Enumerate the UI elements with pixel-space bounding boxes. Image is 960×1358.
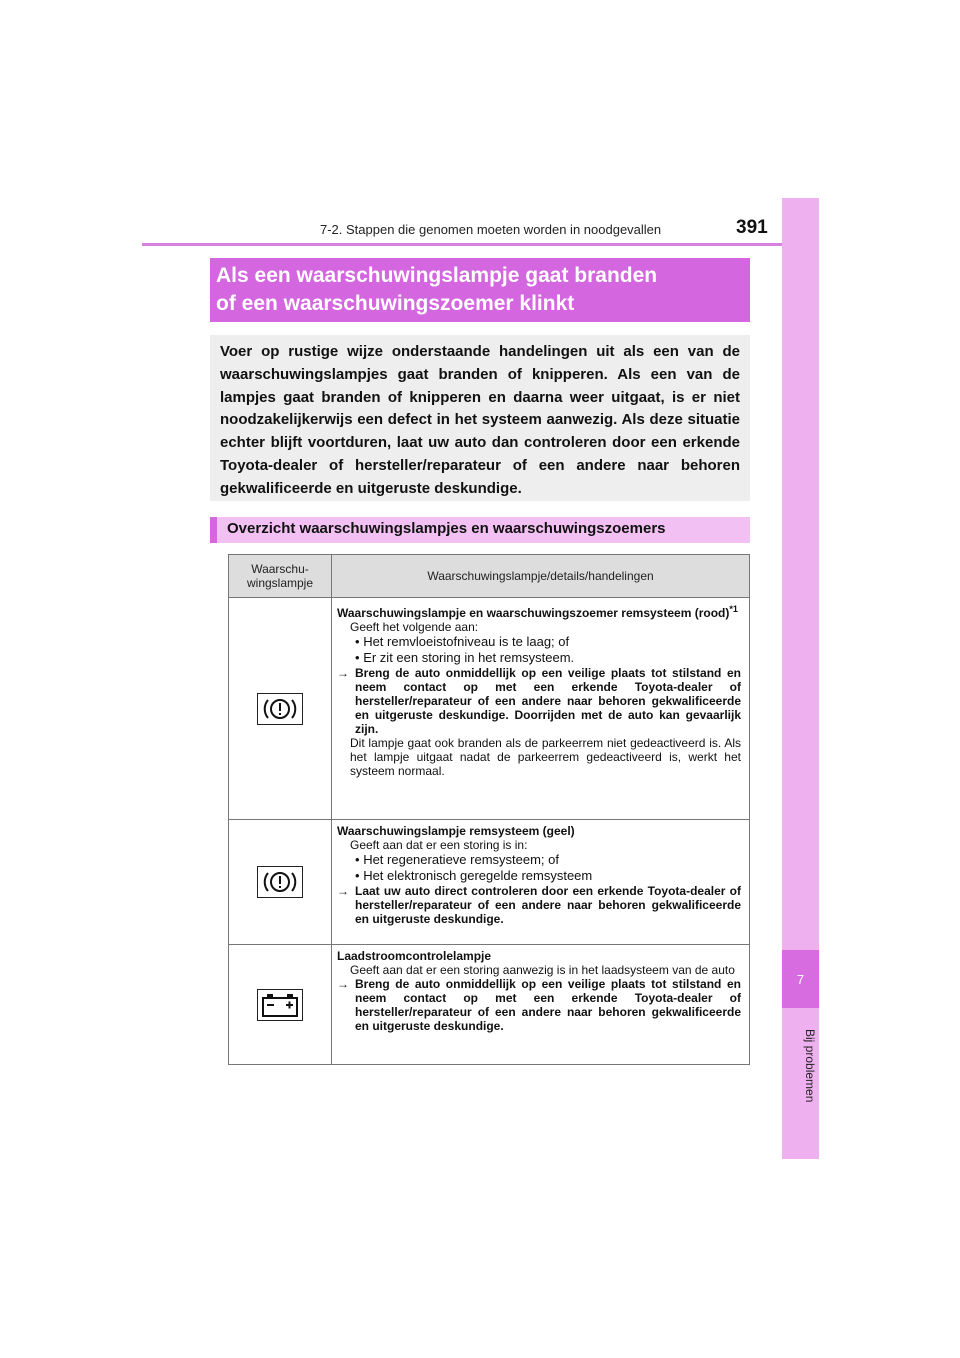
header-lamp: Waarschu- wingslampje (229, 555, 332, 598)
section-title-line1: Als een waarschuwingslampje gaat branden (216, 264, 658, 287)
warning-lamp-table (228, 554, 750, 1065)
running-header: 7-2. Stappen die genomen moeten worden in noodgevallen (320, 222, 662, 237)
details-cell (332, 820, 750, 945)
row-title: Laadstroomcontrolelampje (337, 949, 492, 963)
row-note: Dit lampje gaat ook branden als de parkeerrem niet gedeactiveerd is. Als het lampje uitgaat nadat de parkeerrem gedeactiveerd is, werkt het systeem normaal. (350, 736, 741, 778)
intro-text: Voer op rustige wijze onderstaande handelingen uit als een van de waarschuwingslampjes gaat branden of knipperen. Als een van de lampjes gaat branden of knipperen en daarna weer uitgaat, is er niet noodzakelijkerwijs een defect in het systeem aanwezig. Als deze situatie echter blijft voortduren, laat uw auto dan controleren door een erkende Toyota-dealer of hersteller/reparateur of een andere naar behoren gekwalificeerde en uitgeruste deskundige. (210, 335, 750, 501)
lamp-cell (229, 820, 332, 945)
table-row (229, 945, 750, 1065)
chapter-side-tab (782, 198, 819, 1159)
row-intro: Geeft aan dat er een storing is in: (350, 838, 528, 852)
lamp-cell (229, 945, 332, 1065)
row-intro: Geeft aan dat er een storing aanwezig is in het laadsysteem van de auto (350, 963, 735, 977)
row-title: Waarschuwingslampje en waarschuwingszoemer remsysteem (rood)$^{*1}$ (337, 604, 738, 620)
details-cell (332, 945, 750, 1065)
action-text: → Breng de auto onmiddellijk op een veilige plaats tot stilstand en neem contact op met een erkende Toyota-dealer of hersteller/reparateur of een andere naar behoren gekwalificeerde en uitgeruste deskundige. (337, 977, 741, 1033)
chapter-number: 7 (782, 950, 819, 1008)
details-cell (332, 598, 750, 820)
footnote-marker: *1 (729, 604, 738, 614)
brake-warning-icon (257, 693, 303, 725)
table-row (229, 598, 750, 820)
chapter-title: Bij problemen (803, 1029, 817, 1103)
row-title: Waarschuwingslampje remsysteem (geel) (337, 824, 575, 838)
battery-icon (257, 989, 303, 1021)
list-item: • Het elektronisch geregelde remsysteem (355, 868, 593, 883)
table-header-row (229, 555, 750, 598)
lamp-cell (229, 598, 332, 820)
arrow-icon: → (337, 977, 349, 991)
row-intro: Geeft het volgende aan: (350, 620, 479, 634)
list-item: • Er zit een storing in het remsysteem. (355, 650, 575, 665)
section-title-line2: of een waarschuwingszoemer klinkt (216, 292, 575, 315)
header-divider (142, 243, 782, 246)
page-number: 391 (736, 217, 768, 238)
action-text: → Breng de auto onmiddellijk op een veilige plaats tot stilstand en neem contact op met een erkende Toyota-dealer of hersteller/reparateur of een andere naar behoren gekwalificeerde en uitgeruste deskundige. Doorrijden met de auto kan gevaarlijk zijn. (337, 666, 741, 736)
arrow-icon: → (337, 666, 349, 680)
action-text: → Laat uw auto direct controleren door een erkende Toyota-dealer of hersteller/reparateur of een andere naar behoren gekwalificeerde en uitgeruste deskundige. (337, 884, 741, 926)
arrow-icon: → (337, 884, 349, 898)
list-item: • Het remvloeistofniveau is te laag; of (355, 634, 570, 649)
brake-warning-icon (257, 866, 303, 898)
list-item: • Het regeneratieve remsysteem; of (355, 852, 559, 867)
table-row (229, 820, 750, 945)
header-details: Waarschuwingslampje/details/handelingen (332, 555, 750, 598)
section-title (210, 258, 750, 322)
subsection-title: Overzicht waarschuwingslampjes en waarschuwingszoemers (210, 517, 750, 543)
